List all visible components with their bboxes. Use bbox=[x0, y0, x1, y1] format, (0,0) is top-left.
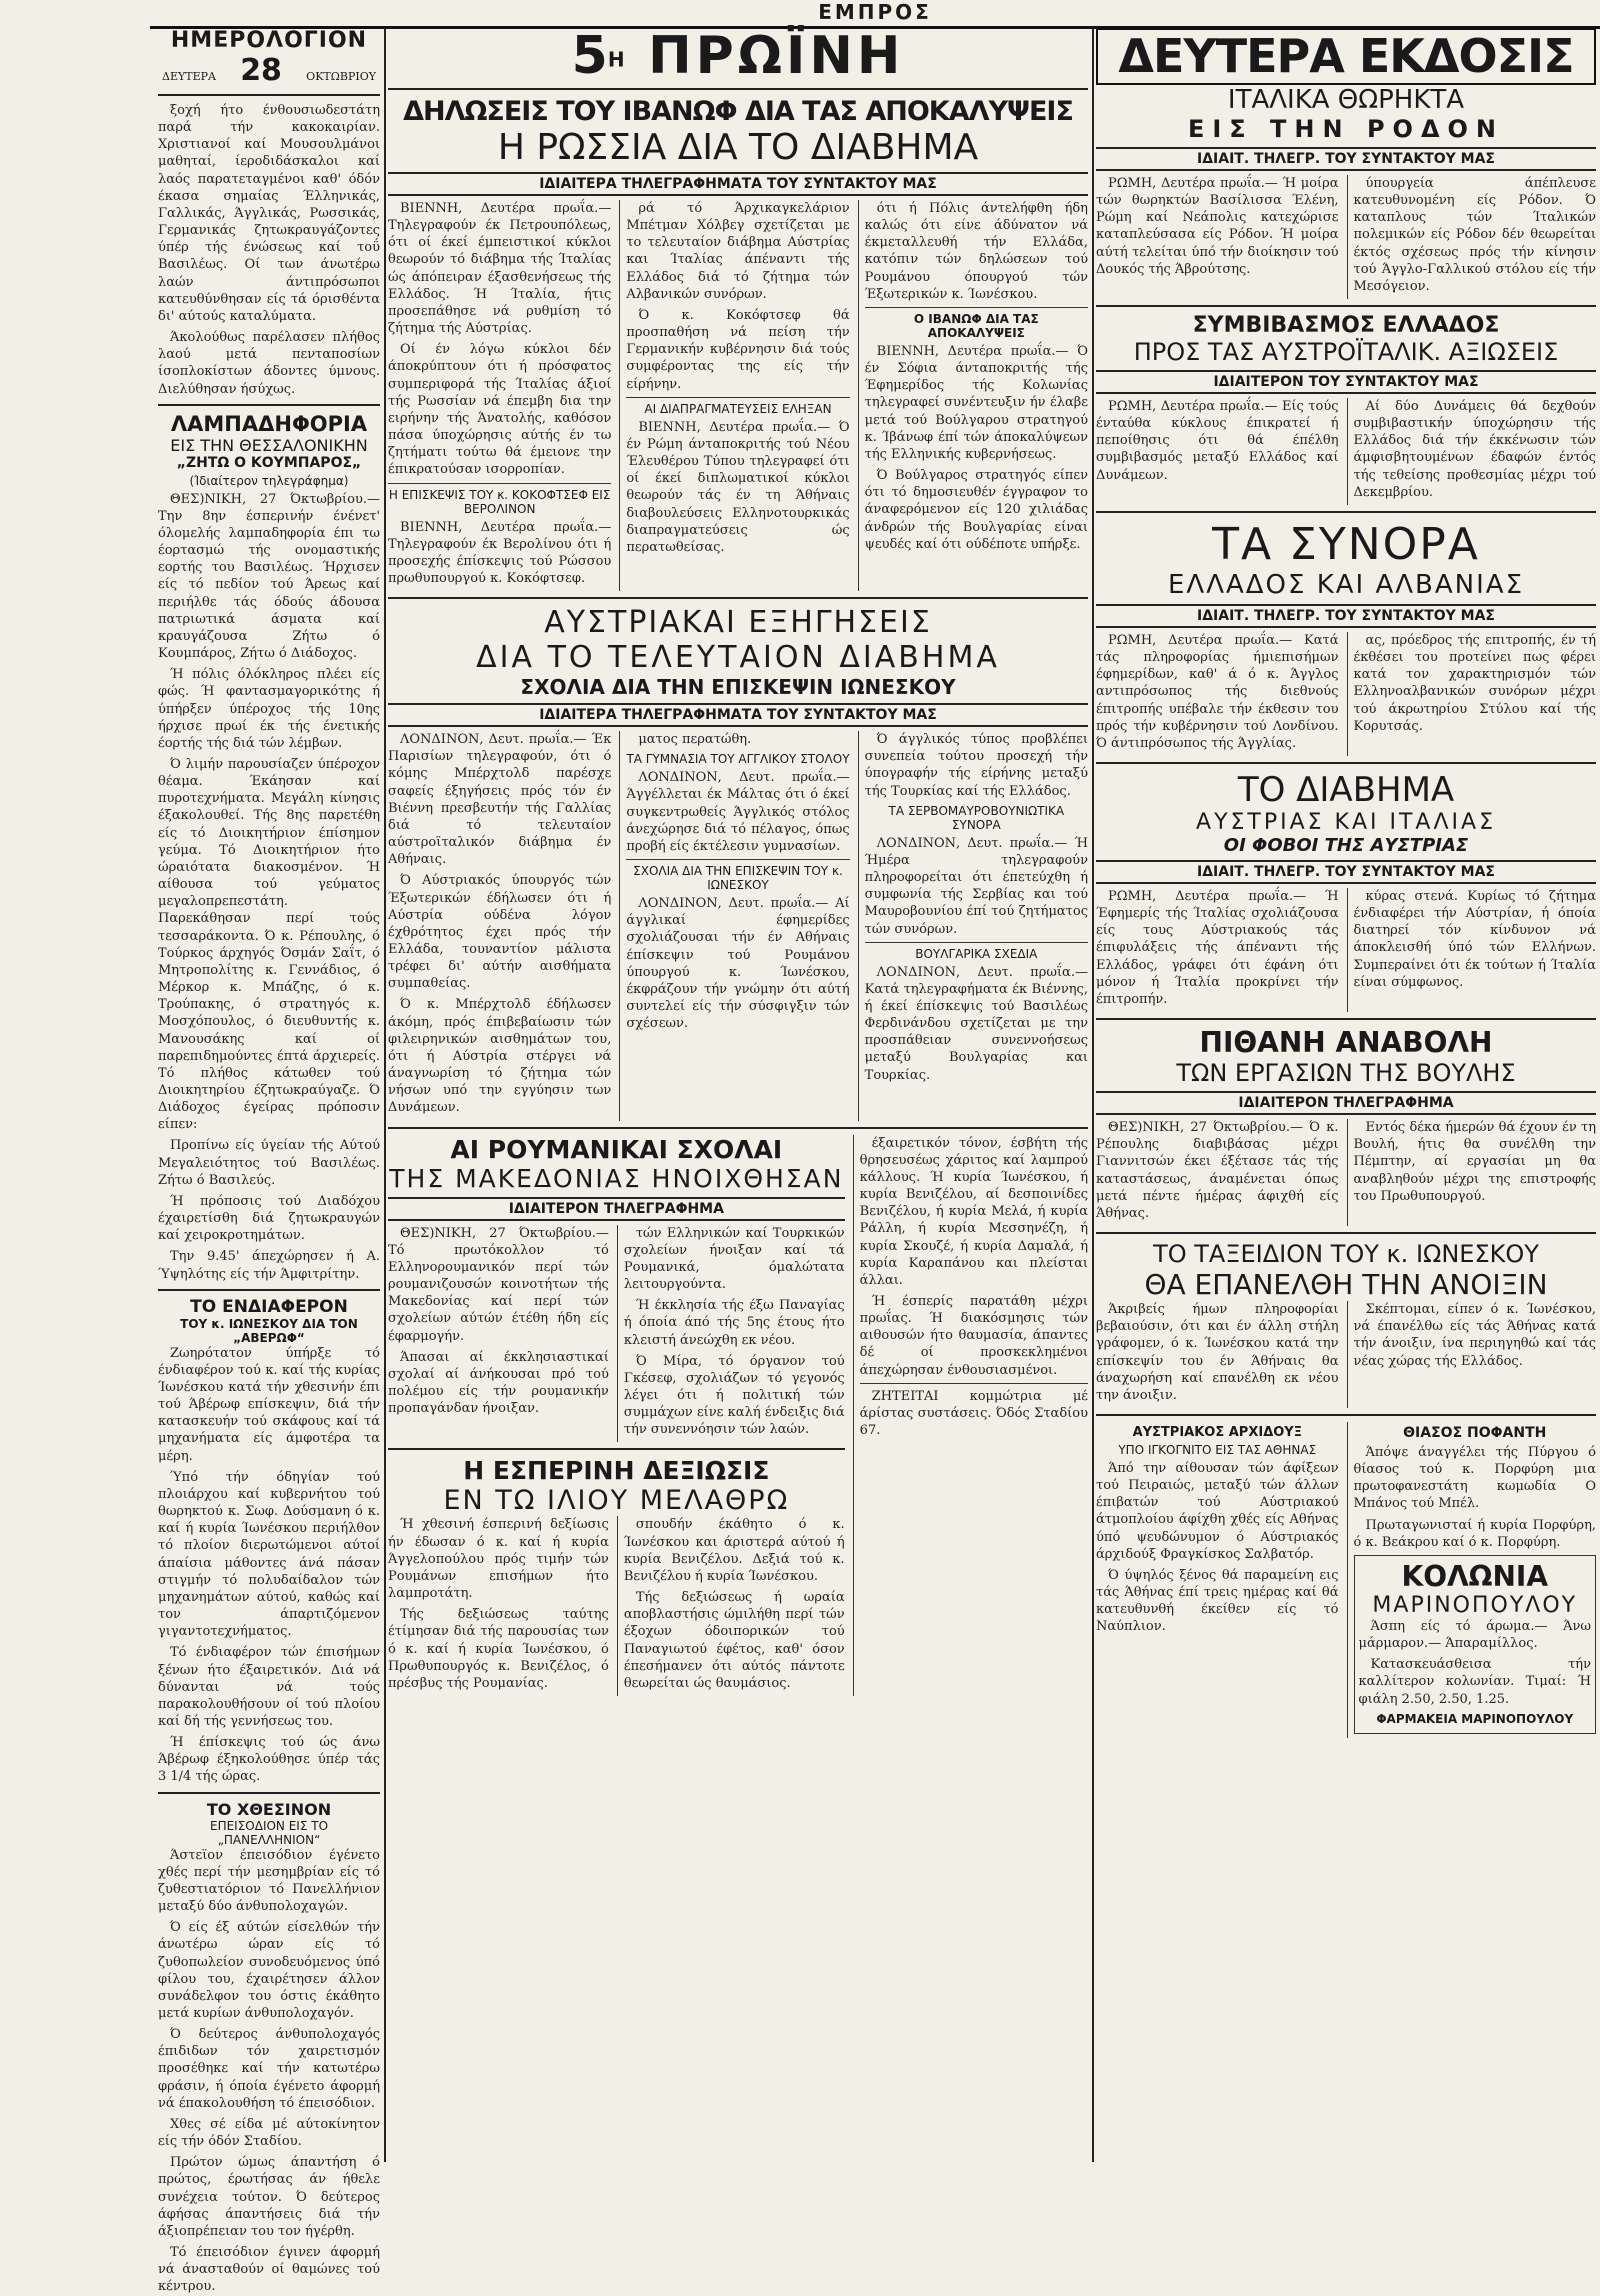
headline: ΕΙΣ ΤΗΝ ΘΕΣΣΑΛΟΝΙΚΗΝ bbox=[170, 435, 368, 455]
paragraph: Άκριβείς ήμων πληροφορίαι βεβαιούσιν, ότι και έν άλλη στήλη γράφομεν, ό κ. Ίωνέσκου κατά την επίσκεψίν του έν Άθήναις θα άναχωρήση καί επανέλθη εκ νέου την άνοιξιν. bbox=[1096, 1302, 1339, 1403]
headline: ΤΗΣ ΜΑΚΕΔΟΝΙΑΣ ΗΝΟΙΧΘΗΣΑΝ bbox=[389, 1163, 844, 1193]
article-panellinion bbox=[158, 1800, 380, 2296]
headline: Η ΡΩΣΣΙΑ ΔΙΑ ΤΟ ΔΙΑΒΗΜΑ bbox=[497, 127, 979, 168]
article-columns bbox=[388, 1135, 1088, 1696]
headline: Η ΕΣΠΕΡΙΝΗ ΔΕΞΙΩΣΙΣ bbox=[463, 1456, 770, 1486]
edition-banner bbox=[388, 26, 1088, 86]
headline: ΘΙΑΣΟΣ ΠΟΦΑΝΤΗ bbox=[1403, 1424, 1547, 1441]
headline: ΤΟ ΕΝΔΙΑΦΕΡΟΝ bbox=[190, 1296, 348, 1317]
second-edition-banner: ΔΕΥΤΕΡΑ ΕΚΔΟΣΙΣ bbox=[1096, 28, 1596, 85]
paragraph: Τό ένδιαφέρον τών έπισήμων ξένων ήτο έξαιρετικόν. Διά νά δύνανται νά τούς παρακολουθήσουν οί τού πλοίου καί δή τής γεννήσεως του. bbox=[158, 1645, 380, 1729]
headline: ΑΙ ΡΟΥΜΑΝΙΚΑΙ ΣΧΟΛΑΙ bbox=[450, 1134, 783, 1164]
article-austrian bbox=[388, 605, 1088, 1120]
paragraph: Άπασαι αί έκκλησιαστικαί σχολαί αί άνήκουσαι πρό τού πολέμου είς τήν ρουμανικήν προπαγάνδαν ήνοιξαν. bbox=[388, 1349, 609, 1417]
paragraph: Ό λιμήν παρουσίαζεν ύπέροχον θέαμα. Έκάησαν καί πυροτεχνήματα. Μεγάλη κίνησις έξακολουθεί. Τής 8ης παρετέθη είς τό Διοικητήριον έπίσημον γεύμα. Τό Διοικητήριον ήτο ώραιότατα διακοσμένον. Ή αίθουσα τού γεύματος μεγαλοπρεπεστάτη. Παρεκάθησαν περί τούς τεσσαράκοντα. Ό κ. Ρέπουλης, ό Τούρκος άρχηγός Όσμάν Σαΐτ, ό Μητροπολίτης κ. Γεννάδιος, ό Μέρκορ κ. Μπάζης, ό κ. Τρούπακης, ό στρατηγός κ. Μοσχόπουλος, ό διευθυντής κ. Μανουσάκης καί οί παρεπιδημούντες έπτά άρχιερείς. Τό πλήθος κάτωθεν τού Διοικητηρίου έζητωκραύγαζε. Ό Διάδοχος έγείρας πρόποσιν είπεν: bbox=[158, 757, 380, 1133]
headline: ΤΑ ΣΥΝΟΡΑ bbox=[1212, 518, 1480, 570]
paragraph: ΘΕΣ)ΝΙΚΗ, 27 Όκτωβρίου.— Την 8ην έσπερινήν ένένετ' όλομελής λαμπαδηφορία έπι τω έορτασμώ τής ονομαστικής εορτής του Βασιλέως. Ήρχισεν είς τό πεδίον τού Άρεως καί περιήλθε τάς όδούς άδουσα πατριωτικά άσματα καί κραυγάζουσα Ζήτω ό Κουμπάρος, Ζήτω ό Διάδοχος. bbox=[158, 491, 380, 662]
paragraph: Ζωηρότατον ύπήρξε τό ένδιαφέρον τού κ. καί τής κυρίας Ίωνέσκου κατά τήν χθεσινήν έπι τού Άβέρωφ επίσκεψιν, διά τήν κατασκευήν τού σκάφους καί τά μηχανήματα είς άμφοτέρα τα μέρη. bbox=[158, 1345, 380, 1464]
paragraph: Ό Αύστριακός ύπουργός τών Έξωτερικών έδήλωσεν ότι ή Αύστρία ούδένα λόγον έχθρότητος έχει πρός τήν Ελλάδα, τουναντίον μάλιστα τρέφει δι' αύτήν αισθήματα συμπαθείας. bbox=[388, 873, 612, 992]
masthead: ΕΜΠΡΟΣ bbox=[150, 0, 1600, 29]
headline: ΕΙΣ ΤΗΝ ΡΟΔΟΝ bbox=[1187, 114, 1505, 143]
paragraph: ματος περατώθη. bbox=[638, 732, 752, 748]
ribbon: ΙΔΙΑΙΤΕΡΑ ΤΗΛΕΓΡΑΦΗΜΑΤΑ ΤΟΥ ΣΥΝΤΑΚΤΟΥ ΜΑΣ bbox=[388, 172, 1088, 196]
paragraph: Πρωταγωνισταί ή κυρία Πορφύρη, ό κ. Βεάκρου καί ό κ. Πορφύρη. bbox=[1353, 1517, 1596, 1550]
ribbon: ΙΔΙΑΙΤΕΡΟΝ ΤΟΥ ΣΥΝΤΑΚΤΟΥ ΜΑΣ bbox=[1096, 370, 1596, 394]
ribbon: ΙΔΙΑΙΤΕΡΑ ΤΗΛΕΓΡΑΦΗΜΑΤΑ ΤΟΥ ΣΥΝΤΑΚΤΟΥ ΜΑΣ bbox=[388, 703, 1088, 727]
paragraph: Αί δύο Δυνάμεις θά δεχθούν συμβιβαστικήν ύποχώρησιν τής Ελλάδος διά τήν έκκένωσιν τών άμφισβητουμένων έδαφών έντός τής τεθείσης προθεσμίας μέχρι τού Δεκεμβρίου. bbox=[1353, 398, 1596, 500]
edition-sup: Η bbox=[607, 47, 625, 72]
ribbon: ΙΔΙΑΙΤΕΡΟΝ ΤΗΛΕΓΡΑΦΗΜΑ bbox=[388, 1197, 845, 1221]
ad-title: ΚΟΛΩΝΙΑ bbox=[1401, 1559, 1548, 1593]
paragraph: ύπουργεία άπέπλευσε κατευθυνομένη είς Ρόδον. Ό καταπλους τών Ίταλικών πολεμικών είς Ρόδον δέν θεωρείται έκτός σχέσεως πρός τήν κίνησιν τού Άγγλο-Γαλλικού στόλου είς τήν Μεσόγειον. bbox=[1353, 175, 1596, 294]
paragraph: ΛΟΝΔΙΝΟΝ, Δευτ. πρωΐα.— Ή Ήμέρα τηλεγραφούν πληροφορείται ότι έπετεύχθη ή συμφωνία τής Σερβίας και τού Μαυροβουνίου έπί τού ζητήματος τών συνόρων. bbox=[864, 835, 1088, 937]
article-ivanof bbox=[388, 96, 1088, 591]
telegram-tag: (Ίδιαίτερον τηλεγράφημα) bbox=[189, 473, 349, 488]
headline: ΣΧΟΛΙΑ ΔΙΑ ΤΗΝ ΕΠΙΣΚΕΨΙΝ ΙΩΝΕΣΚΟΥ bbox=[520, 675, 956, 700]
paragraph: Άπόψε άναγγέλει τής Πύργου ό θίασος τού κ. Πορφύρη μια πρωτοφανεστάτη κωμωδία Ο Μπάνος τού Μπέλ. bbox=[1353, 1444, 1596, 1512]
subhead: Ο ΙΒΑΝΩΦ ΔΙΑ ΤΑΣ ΑΠΟΚΑΛΥΨΕΙΣ bbox=[913, 311, 1039, 340]
article-columns bbox=[388, 200, 1088, 591]
intro-paragraph: Άκολούθως παρέλασεν πλήθος λαού μετά πενταποσίων ίσοπλοκίστων άδοντες ύμνους. Διελύθησαν ήσύχως. bbox=[158, 330, 380, 397]
paragraph: ΒΙΕΝΝΗ, Δευτέρα πρωΐα.— Ό έν Ρώμη άνταποκριτής τού Νέου Έλευθέρου Τύπου τηλεγραφεί ότι οί έκεί διπλωματικοί κύκλοι θεωρούν τάς έν τη Άθήναις διαβουλεύσεις Ελληνοτουρκικάς διαπραγματεύσεις ώς περατωθείσας. bbox=[626, 419, 850, 555]
paragraph: Τής δεξιώσεως ταύτης έτίμησαν διά τής παρουσίας των ό κ. καί ή κυρία Ίωνέσκου, ό Πρωθυπουργός κ. Βενιζέλος, ό πρέσβυς τής Ρουμανίας. bbox=[388, 1607, 609, 1691]
paragraph: ΛΟΝΔΙΝΟΝ, Δευτ. πρωΐα.— Άγγέλλεται έκ Μάλτας ότι ό έκεί συγκεντρωθείς Άγγλικός στόλος άνεχώρησε διά τό πέλαγος, όπως προβή είς έκτέλεσιν γυμνασίων. bbox=[626, 770, 850, 854]
paragraph: ΘΕΣ)ΝΙΚΗ, 27 Όκτωβρίου.— Τό πρωτόκολλον τό Ελληνορουμανικόν περί τών ρουμανιζουσών κοινοτήτων τής Μακεδονίας καί περί τών σχολείων αύτών έτέθη ήδη είς έφαρμογήν. bbox=[388, 1225, 609, 1344]
paragraph: Πρώτον ώμως άπαντήση ό πρώτος, έρωτήσας άν ήθελε συνέχεια τούτον. Ό δεύτερος άφήσας άπαντήσεις διά τήν άξιοπρέπειαν του τον ήγέρθη. bbox=[158, 2155, 380, 2239]
intro-paragraph: ξοχή ήτο ένθουσιωδεστάτη παρά τήν κακοκαιρίαν. Χριστιανοί καί Μουσουλμάνοι μαθηταί, ίεροδιδάσκαλοι καί λαός παρατεταγμένοι καθ' όδόν έκασα σημαίας Έλληνικάς, Γαλλικάς, Άγγλικάς, Ρωσσικάς, Γερμανικάς ζητωκραυγάζοντες ύπέρ τής ένώσεως καί τοΰ Βασιλέως. Οί των άνωτέρω λαών άντιπρόσωποι κατευθύνθησαν είς τά όρισθέντα δι' αύτούς καταλύματα. bbox=[158, 103, 380, 324]
article-lampadiforia bbox=[158, 412, 380, 1283]
headline: ΑΥΣΤΡΙΑΣ ΚΑΙ ΙΤΑΛΙΑΣ bbox=[1196, 810, 1496, 836]
paragraph: Τό έπεισόδιον έγινεν άφορμή νά άνασταθούν οί θαμώνες τού κέντρου. bbox=[158, 2245, 380, 2295]
paragraph: ότι ή Πόλις άντελήφθη ήδη καλώς ότι είνε άδύνατον νά έκμεταλλευθή τήν Ελλάδα, κατόπιν τών δηλώσεων τού Ρουμάνου όπουργού τών Έξωτερικών κ. Ίωνέσκου. bbox=[864, 201, 1088, 302]
article-demarche bbox=[1096, 770, 1596, 1012]
calendar-month: ΟΚΤΩΒΡΙΟΥ bbox=[306, 70, 376, 83]
ad-footer: ΦΑΡΜΑΚΕΙΑ ΜΑΡΙΝΟΠΟΥΛΟΥ bbox=[1376, 1711, 1574, 1726]
paragraph: Άπό την αίθουσαν τών άφίξεων τού Πειραιώς, μεταξύ τών άλλων έπιβατών τού Αύστριακού άτμοπλοίου άφίχθη χθές είς Αθήνας ύπό ψευδώνυμον ό Αύστριακός άρχιδούξ Φραγκίσκος Σαλβατόρ. bbox=[1096, 1460, 1339, 1562]
paragraph: ΒΙΕΝΝΗ, Δευτέρα πρωΐα.— Ό έν Σόφια άνταποκριτής τής Έφημερίδος τής Κολωνίας τηλεγραφεί συνέντευξιν ήν έλαβε μετά τού Βούλγαρου στρατηγού κ. Ίβάνωφ έπί τών άποκαλύψεων τής Ελληνικής κυβερνήσεως. bbox=[864, 343, 1088, 462]
subhead: Η ΕΠΙΣΚΕΨΙΣ ΤΟΥ κ. ΚΟΚΟΦΤΣΕΦ ΕΙΣ ΒΕΡΟΛΙΝΟΝ bbox=[388, 487, 611, 516]
paragraph: Ή έκκλησία τής έξω Παναγίας ή όποία άπό τής 5ης έτους ήτο κλειστή άνεώχθη εκ νέου. bbox=[623, 1298, 845, 1348]
paragraph: ρά τό Άρχικαγκελάριον Μπέτμαν Χόλβεγ σχετίζεται με το τελευταίον διάβημα Αύστρίας και Ίταλίας άπέναντι τής Ελλάδος διά τό ζήτημα τών Αλβανικών συνόρων. bbox=[626, 201, 850, 302]
paragraph: ΡΩΜΗ, Δευτέρα πρωΐα.— Ή μοίρα τών θωρηκτών Βασίλισσα Έλένη, Ρώμη καί Νεάπολις κατεχώρισε καταπλεύσασα είς Ρόδον. Ή μοίρα αύτή τελείται ύπό τήν διοίκησιν τού Δουκός τής Άβρούτσης. bbox=[1096, 175, 1339, 277]
headline: ΥΠΟ ΙΓΚΟΓΝΙΤΟ ΕΙΣ ΤΑΣ ΑΘΗΝΑΣ bbox=[1118, 1442, 1317, 1457]
paragraph: Ή έσπερίς παρατάθη μέχρι πρωΐας. Ή διακόσμησις τών αιθουσών ήτο θαυμασία, άπαντες δέ οί προσκεκλημένοι άπεχώρησαν ένθουσιασμένοι. bbox=[859, 1293, 1088, 1378]
subhead: ΤΑ ΓΥΜΝΑΣΙΑ ΤΟΥ ΑΓΓΛΙΚΟΥ ΣΤΟΛΟΥ bbox=[626, 752, 850, 767]
paragraph: Σκέπτομαι, είπεν ό κ. Ίωνέσκου, νά έπανέλθω είς τάς Άθήνας κατά τήν άνοιξιν, ίνα περιηγηθώ καί τάς νέας χώρας τής Ελλάδος. bbox=[1353, 1302, 1596, 1369]
paragraph: ΡΩΜΗ, Δευτέρα πρωΐα.— Είς τούς ένταύθα κύκλους έπικρατεί ή πεποίθησις ότι θά έπέλθη συμβιβασμός μεταξύ Ελλάδος καί Δυνάμεων. bbox=[1096, 398, 1339, 483]
headline: ΑΥΣΤΡΙΑΚΟΣ ΑΡΧΙΔΟΥΞ bbox=[1132, 1424, 1302, 1440]
paragraph: Ή πρόποσις τού Διαδόχου έχαιρετίσθη διά ζητωκραυγών καί χειροκροτημάτων. bbox=[158, 1193, 380, 1244]
paragraph: ΡΩΜΗ, Δευτέρα πρωΐα.— Ή Έφημερίς τής Ίταλίας σχολιάζουσα είς τους Αύστριακούς τάς έπιφυλάξεις τής άπέναντι τής Ελλάδος, γράφει ότι έφάνη ότι μόνον ή Ίταλία προκρίνει τήν έπιτροπήν. bbox=[1096, 889, 1339, 1007]
headline: ΟΙ ΦΟΒΟΙ ΤΗΣ ΑΥΣΤΡΙΑΣ bbox=[1223, 835, 1469, 857]
headline: ΤΟ ΔΙΑΒΗΜΑ bbox=[1237, 770, 1455, 811]
headline: ΙΤΑΛΙΚΑ ΘΩΡΗΚΤΑ bbox=[1227, 84, 1465, 115]
paragraph: Ό κ. Μπέρχτολδ έδήλωσεν άκόμη, πρός έπιβεβαίωσιν τών φιλειρηνικών αισθημάτων του, ότι ή Αύστρία στέργει νά άναγνωρίση τό ζήτημα τών νήσων υπό την εγγύησιν των Δυνάμεων. bbox=[388, 997, 612, 1116]
subhead: ΑΙ ΔΙΑΠΡΑΓΜΑΤΕΥΣΕΙΣ ΕΛΗΞΑΝ bbox=[644, 401, 832, 416]
ad-text: Κατασκευάσθεισα τήν καλλίτερον κολωνίαν. Τιμαί: Ή φιάλη 2.50, 2.50, 1.25. bbox=[1358, 1657, 1591, 1707]
bottom-row bbox=[1096, 1422, 1596, 1738]
column-rule bbox=[384, 28, 386, 2162]
paragraph: ΒΙΕΝΝΗ, Δευτέρα πρωΐα.— Τηλεγραφούν έκ Πετρουπόλεως, ότι οί έκεί έμπειστικοί κύκλοι θεωρούν τό διάβημα τής Ίταλίας ώς άπόπειραν έξασθενήσεως τής Ελλάδος. Ή Ίταλία, ήτις προσεπάθησε νά ρυθμίση τό ζήτημα τής Αύστρίας. bbox=[388, 201, 612, 337]
calendar-day: 28 bbox=[240, 53, 282, 88]
article-italian-ships bbox=[1096, 85, 1596, 299]
classified-ad: ΖΗΤΕΙΤΑΙ κομμώτρια μέ άρίστας συστάσεις. Όδός Σταδίου 67. bbox=[859, 1388, 1088, 1439]
ribbon: ΙΔΙΑΙΤ. ΤΗΛΕΓΡ. ΤΟΥ ΣΥΝΤΑΚΤΟΥ ΜΑΣ bbox=[1096, 860, 1596, 884]
column-rule bbox=[1092, 28, 1094, 2162]
ribbon: ΙΔΙΑΙΤΕΡΟΝ ΤΗΛΕΓΡΑΦΗΜΑ bbox=[1096, 1091, 1596, 1115]
paragraph: Προπίνω είς ύγείαν τής Αύτού Μεγαλειότητος τού Βασιλέως. Ζήτω ό Βασιλεύς. bbox=[158, 1138, 380, 1188]
article-parliament bbox=[1096, 1026, 1596, 1226]
calendar-box bbox=[158, 28, 380, 88]
middle-column bbox=[388, 28, 1088, 2162]
article-borders bbox=[1096, 519, 1596, 756]
paragraph: ας, πρόεδρος τής επιτροπής, έν τή έκθέσει του προτείνει πως φέρει κατά τον χαρακτηρισμόν τών Ελληνοαλβανικών συνόρων μέχρι τού άκρωτηρίου Στύλου καί τής Κορυτσάς. bbox=[1353, 632, 1596, 734]
headline: ΠΡΟΣ ΤΑΣ ΑΥΣΤΡΟΪΤΑΛΙΚ. ΑΞΙΩΣΕΙΣ bbox=[1133, 337, 1559, 366]
headline: ΕΠΕΙΣΟΔΙΟΝ ΕΙΣ ΤΟ „ΠΑΝΕΛΛΗΝΙΟΝ“ bbox=[209, 1818, 329, 1847]
paragraph: Εντός δέκα ήμερών θά έχουν έν τη Βουλή, ήτις θα συνέλθη την Πέμπτην, αί εργασίαι μη θα αναβληθούν μέχρι της επιστροφής του Πρωθυπουργού. bbox=[1353, 1120, 1596, 1204]
paragraph: Ό Μίρα, τό όργανον τού Γκέσεφ, σχολιάζων τό γεγονός λέγει ότι ή πολιτική τών συμμάχων είνε καλή ένδειξις διά τήν συνεννόησιν τών λαών. bbox=[623, 1353, 845, 1438]
paragraph: Ό Βούλγαρος στρατηγός είπεν ότι τό δημοσιευθέν έγγραφον το άναφερόμενον είς 120 χιλιάδας άνδρών τής Βουλγαρίας είναι ψευδές καί ότι ούδέποτε υπήρξε. bbox=[864, 468, 1088, 552]
paragraph: Άστεϊον έπεισόδιον έγένετο χθές περί τήν μεσημβρίαν είς τό ζυθεστιατόριον τό Πανελλήνιον μεταξύ δύο άνθυπολοχαγών. bbox=[158, 1847, 380, 1915]
headline: ΕΛΛΑΔΟΣ ΚΑΙ ΑΛΒΑΝΙΑΣ bbox=[1167, 569, 1525, 600]
headline: ΠΙΘΑΝΗ ΑΝΑΒΟΛΗ bbox=[1199, 1026, 1493, 1060]
paragraph: έξαιρετικόν τόνον, έσβήτη τής θρησευσέως χάριτος καί λαμπρού κάλλους. Ή κυρία Ίωνέσκου, ή κυρία Βενιζέλου, αί δεσποινίδες Βενιζέλου, ή κυρία Μελά, ή κυρία Ράλλη, ή κυρία Μεσσηνέζη, ή κυρία Σκουζέ, ή κυρία Δαμαλά, ή κυρία Καραπάνου και πλείσται άλλαι. bbox=[859, 1135, 1088, 1288]
calendar-title: ΗΜΕΡΟΛΟΓΙΟΝ bbox=[170, 28, 368, 53]
article-columns bbox=[388, 731, 1088, 1120]
paragraph: κύρας στενά. Κυρίως τό ζήτημα ένδιαφέρει τήν Αύστρίαν, ή όποία διατηρεί τόν κίνδυνον νά άποκλεισθή ύπό τών Ελλήνων. Συμπεραίνει ότι έκ τούτων ή Ίταλία είναι σύμφωνος. bbox=[1353, 889, 1596, 990]
paragraph: Ό είς έξ αύτών είσελθών τήν άνωτέρω ώραν είς τό ζυθοπωλείον συνοδευόμενος ύπό φίλου του, έχαιρέτησεν άλλον συνάδελφον του όστις έκάθητο μετά κυρίων άνθυπολοχαγόν. bbox=[158, 1920, 380, 2021]
article-archduke bbox=[1096, 1422, 1339, 1738]
headline: ΤΩΝ ΕΡΓΑΣΙΩΝ ΤΗΣ ΒΟΥΛΗΣ bbox=[1176, 1059, 1516, 1088]
paragraph: Ή έπίσκεψις τού ώς άνω Άβέρωφ έξηκολούθησε ύπέρ τάς 3 1/4 τής ώρας. bbox=[158, 1735, 380, 1785]
paragraph: Χθες σέ είδα μέ αύτοκίνητον είς τήν όδόν Σταδίου. bbox=[158, 2116, 380, 2150]
edition-word: ΠΡΩΪΝΗ bbox=[648, 26, 905, 86]
paragraph: ΛΟΝΔΙΝΟΝ, Δευτ. πρωΐα.— Κατά τηλεγραφήματα έκ Βιέννης, ή έκεί έπίσκεψις τού Βασιλέως Φερδινάνδου σχετίζεται με την προσπάθειαν συνεννοήσεως μεταξύ Βουλγαρίας και Τουρκίας. bbox=[864, 964, 1088, 1083]
paragraph: Ό δεύτερος άνθυπολοχαγός έπιδιδων τόν χαιρετισμόν προσέθηκε καί τήν κατωτέρω φράσιν, ή όποία έγένετο άφορμή νά έπακολουθήση τό έπεισόδιον. bbox=[158, 2027, 380, 2111]
ad-text: Άσπη είς τό άρωμα.— Άνω μάρμαρον.— Άπαραμίλλος. bbox=[1358, 1618, 1591, 1652]
edition-number: 5 bbox=[571, 26, 608, 86]
article-compromise bbox=[1096, 313, 1596, 505]
article-romanian-schools bbox=[388, 1135, 1088, 1696]
ad-brand: ΜΑΡΙΝΟΠΟΥΛΟΥ bbox=[1372, 1592, 1578, 1618]
paragraph: Ό άγγλικός τύπος προβλέπει συνεπεία τούτου προσεχή τήν ύπογραφήν τής είρήνης μεταξύ τής Τουρκίας καί τής Ελλάδος. bbox=[864, 732, 1088, 799]
ribbon: ΙΔΙΑΙΤ. ΤΗΛΕΓΡ. ΤΟΥ ΣΥΝΤΑΚΤΟΥ ΜΑΣ bbox=[1096, 147, 1596, 171]
paragraph: ΘΕΣ)ΝΙΚΗ, 27 Όκτωβρίου.— Ό κ. Ρέπουλης διαβιβάσας μέχρι Γιαννιτσών έκει έξέτασε τάς τής καταστάσεως, άναμένεται όπως μετά πέντε ήμέρας άφιχθή είς Άθήνας. bbox=[1096, 1120, 1339, 1221]
subhead: ΒΟΥΛΓΑΡΙΚΑ ΣΧΕΔΙΑ bbox=[915, 946, 1038, 961]
headline: ΤΟΥ κ. ΙΩΝΕΣΚΟΥ ΔΙΑ ΤΟΝ „ΑΒΕΡΩΦ“ bbox=[180, 1316, 358, 1345]
calendar-weekday: ΔΕΥΤΕΡΑ bbox=[162, 70, 216, 83]
headline: ΘΑ ΕΠΑΝΕΛΘΗ ΤΗΝ ΑΝΟΙΞΙΝ bbox=[1144, 1268, 1548, 1302]
left-column bbox=[158, 28, 380, 2295]
paragraph: ΛΟΝΔΙΝΟΝ, Δευτ. πρωΐα.— Αί άγγλικαί έφημερίδες σχολιάζουσαι τήν έν Αθήναις έπίσκεψιν τού Ρουμάνου ύπουργού κ. Ίωνέσκου, έκφράζουν τήν γνώμην ότι αύτή συντελεί είς τήν σύσφιγξιν τών σχέσεων. bbox=[626, 896, 850, 1032]
headline: ΤΟ ΧΘΕΣΙΝΟΝ bbox=[206, 1799, 332, 1819]
headline: ΕΝ ΤΩ ΙΛΙΟΥ ΜΕΛΑΘΡΩ bbox=[443, 1485, 790, 1517]
paragraph: Την 9.45' άπεχώρησεν ή Α. Ύψηλότης είς τήν Άμφιτρίτην. bbox=[158, 1249, 380, 1282]
headline: ΛΑΜΠΑΔΗΦΟΡΙΑ bbox=[170, 411, 368, 436]
subhead: ΤΑ ΣΕΡΒΟΜΑΥΡΟΒΟΥΝΙΩΤΙΚΑ ΣΥΝΟΡΑ bbox=[888, 803, 1065, 832]
headline: ΔΙΑ ΤΟ ΤΕΛΕΥΤΑΙΟΝ ΔΙΑΒΗΜΑ bbox=[476, 640, 1000, 676]
paragraph: Ή χθεσινή έσπερινή δεξίωσις ήν έδωσαν ό κ. καί ή κυρία Άγγελοπούλου πρός τιμήν τών Ρουμάνων επισήμων ήτο λαμπροτάτη. bbox=[388, 1517, 609, 1602]
paragraph: Οί έν λόγω κύκλοι δέν άποκρύπτουν ότι ή πρόσφατος συμπεριφορά τής Ίταλίας άξιοί τής Ρωσσίαν νά έπεμβη δια την ειρήνην τής Άνατολής, καθόσον πάσα ύποχώρησις αύτής έν τω ζητήματι τούτω θά έμειονε την έπικρατούσαν ισορροπίαν. bbox=[388, 342, 612, 478]
ribbon: ΙΔΙΑΙΤ. ΤΗΛΕΓΡ. ΤΟΥ ΣΥΝΤΑΚΤΟΥ ΜΑΣ bbox=[1096, 604, 1596, 628]
paragraph: ΒΙΕΝΝΗ, Δευτέρα πρωΐα.— Τηλεγραφούν έκ Βερολίνου ότι ή προσεχής έπίσκεψις τού Ρώσσου πρωθυπουργού κ. Κοκόφτσεφ. bbox=[388, 519, 612, 586]
headline: „ΖΗΤΩ Ο ΚΟΥΜΠΑΡΟΣ„ bbox=[176, 454, 362, 471]
headline: ΣΥΜΒΙΒΑΣΜΟΣ ΕΛΛΑΔΟΣ bbox=[1192, 312, 1500, 338]
article-aberof bbox=[158, 1297, 380, 1786]
calendar-date bbox=[158, 53, 380, 88]
subhead: ΣΧΟΛΙΑ ΔΙΑ ΤΗΝ ΕΠΙΣΚΕΨΙΝ ΤΟΥ κ. ΙΩΝΕΣΚΟΥ bbox=[633, 864, 843, 893]
article-ionescu-trip bbox=[1096, 1240, 1596, 1408]
paragraph: Ό ύψηλός ξένος θά παραμείνη εις τάς Άθήνας έπί τρεις ημέρας καί θά κατευθυνθή έκείθεν είς τό Ναύπλιον. bbox=[1096, 1567, 1339, 1635]
paragraph: Ύπό τήν όδηγίαν τού πλοιάρχου καί κυβερνήτου τού θωρηκτού κ. Σωφ. Δούσμανη ό κ. καί ή κυρία Ίωνέσκου περιήλθον τό πλοίον διερωτώμενοι αύτοί άπαίσια μάθοντες άνά πάσαν στιγμήν τό πολυδαίδαλον τών μηχανημάτων αύτού, καθώς καί τον άπαρτιζόμενον γιγαντοτεχνήματος. bbox=[158, 1469, 380, 1640]
headline: ΔΗΛΩΣΕΙΣ ΤΟΥ ΙΒΑΝΩΦ ΔΙΑ ΤΑΣ ΑΠΟΚΑΛΥΨΕΙΣ bbox=[403, 96, 1073, 127]
article-theatre bbox=[1354, 1425, 1597, 1551]
paragraph: τών Ελληνικών καί Τουρκικών σχολείων ήνοιξαν καί τά Ρουμανικά, όμαλώτατα λειτουργούντα. bbox=[623, 1225, 845, 1293]
paragraph: Ή πόλις όλόκληρος πλέει είς φώς. Ή φαντασμαγορικότης ή ύπήρξεν ύπέροχος τής 10ης ήρχισε πρωί έκ τής ένετικής έορτής τής διά τών λέμβων. bbox=[158, 667, 380, 751]
headline: ΤΟ ΤΑΞΕΙΔΙΟΝ ΤΟΥ κ. ΙΩΝΕΣΚΟΥ bbox=[1153, 1240, 1539, 1269]
paragraph: ΡΩΜΗ, Δευτέρα πρωΐα.— Κατά τάς πληροφορίας ήμιεπισήμων έφημερίδων, καθ' ά ό κ. Άγγλος αντιπρόσωπος τής διεθνούς έπιτροπής υπέβαλε τήν έκθεσιν του πρός τήν κυβέρνησιν τού Λονδίνου. Ό άντιπρόσωπος τής Άγγλίας. bbox=[1096, 632, 1339, 751]
paragraph: σπουδήν έκάθητο ό κ. Ίωνέσκου και άριστερά αύτού ή κυρία Βενιζέλου. Δεξιά τού κ. Βενιζέλου ή κυρία Ίωνέσκου. bbox=[623, 1517, 845, 1584]
advertisement-cologne bbox=[1354, 1555, 1597, 1734]
headline: ΑΥΣΤΡΙΑΚΑΙ ΕΞΗΓΗΣΕΙΣ bbox=[544, 605, 932, 641]
paragraph: Τής δεξιώσεως ή ωραία αποβλαστήσις ώμιλήθη περί τών έξοχων όδοιπορικών τού Παναγιωτού έφέτος, καθ' όσον έπεσήμανεν ότι αύτός πάντοτε θεωρείται ώς θαυμάσιος. bbox=[623, 1590, 845, 1691]
paragraph: Ό κ. Κοκόφτσεφ θά προσπαθήση νά πείση τήν Γερμανικήν κυβέρνησιν διά τούς συμφέροντας της είς τήν είρήνην. bbox=[626, 307, 850, 392]
paragraph: ΛΟΝΔΙΝΟΝ, Δευτ. πρωΐα.— Έκ Παρισίων τηλεγραφούν, ότι ό κόμης Μπέρχτολδ παρέσχε σαφείς έξηγήσεις πρός τόν έν Βιέννη πρεσβευτήν τής Γαλλίας διά τό τελευταίον αύστροϊταλικόν διάβημα έν Αθήναις. bbox=[388, 732, 612, 868]
right-column bbox=[1096, 28, 1596, 2162]
